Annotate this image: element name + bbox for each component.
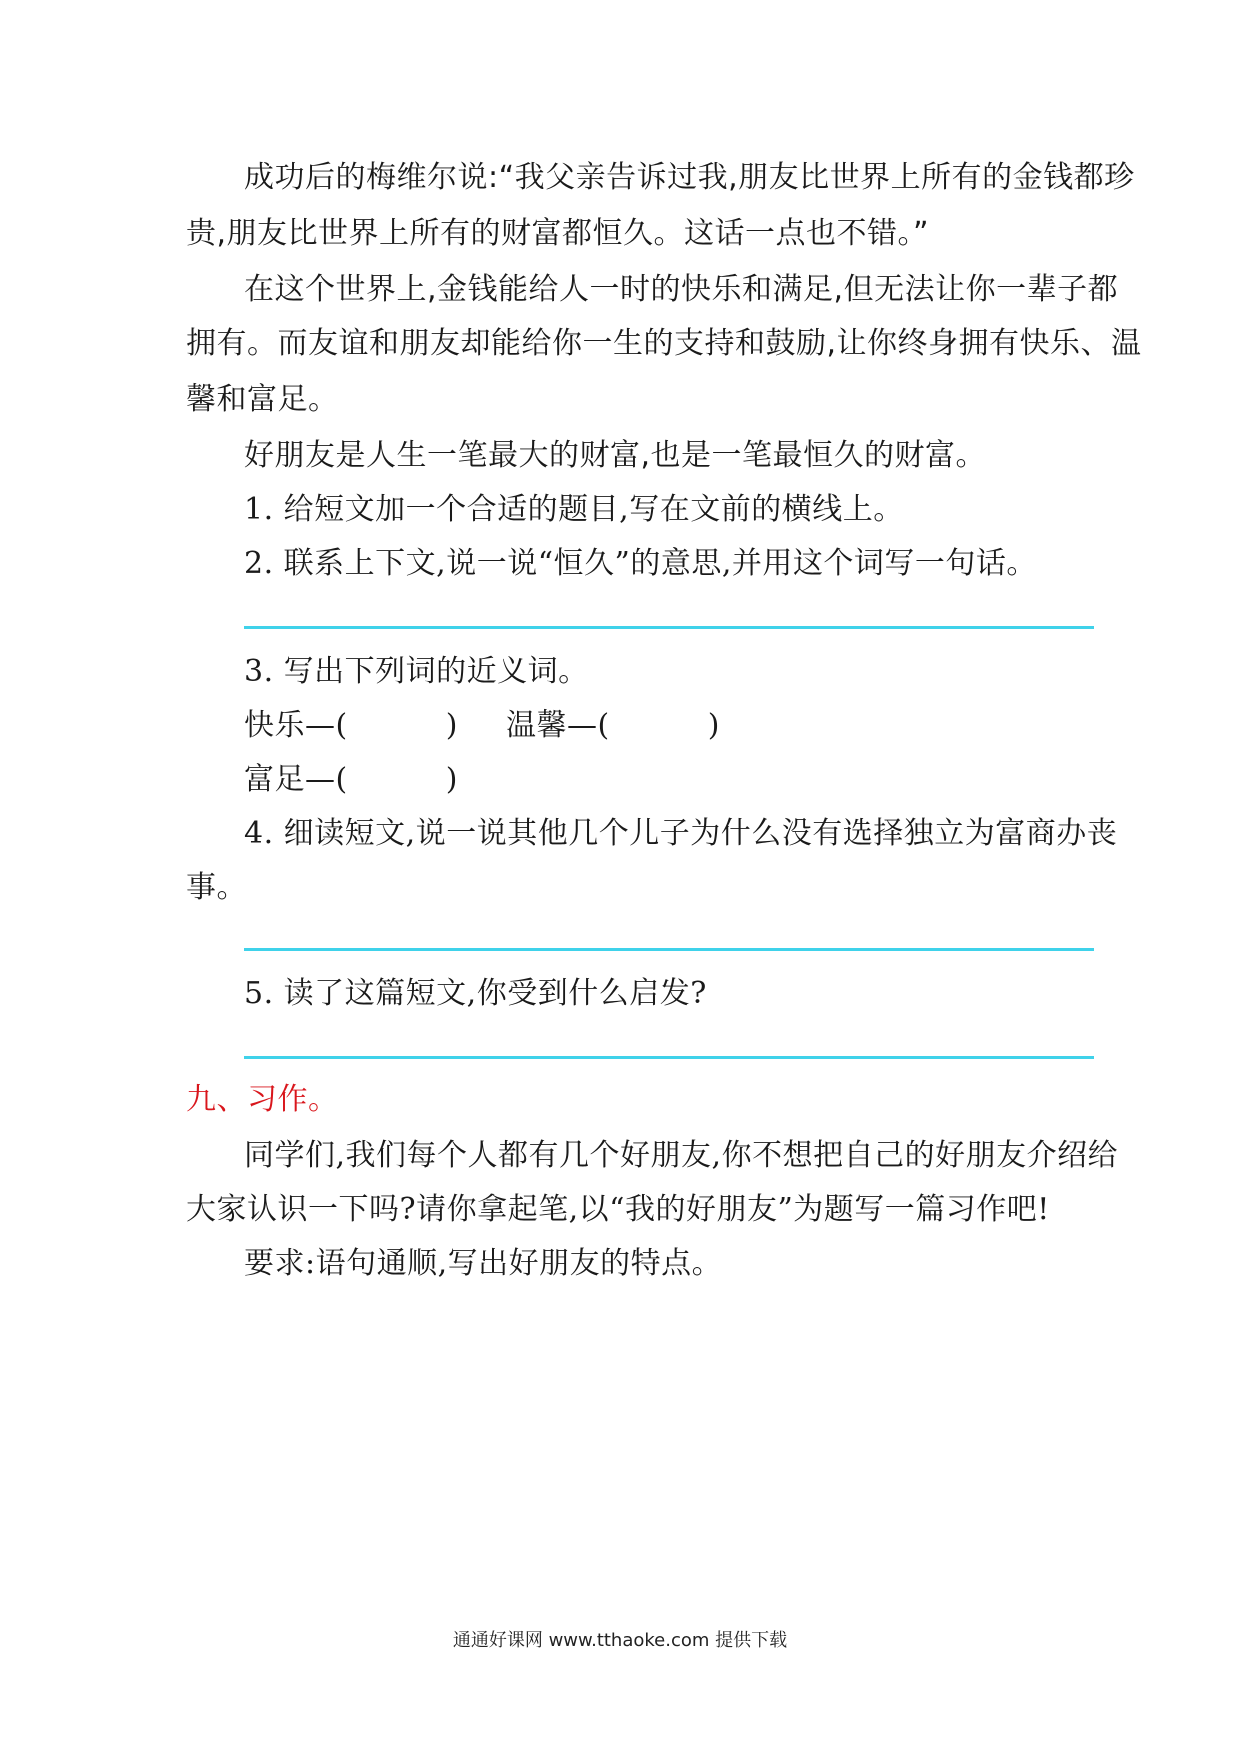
passage-line: 贵,朋友比世界上所有的财富都恒久。这话一点也不错。” [186, 216, 930, 251]
question-4-cont: 事。 [186, 870, 247, 905]
passage-line: 在这个世界上,金钱能给人一时的快乐和满足,但无法让你一辈子都 [244, 272, 1119, 307]
synonym-item [244, 760, 458, 800]
passage-line: 成功后的梅维尔说:“我父亲告诉过我,朋友比世界上所有的金钱都珍 [244, 160, 1135, 195]
question-1: 1. 给短文加一个合适的题目,写在文前的横线上。 [244, 492, 904, 527]
question-3: 3. 写出下列词的近义词。 [244, 654, 589, 689]
synonym-word: 富足—( [244, 762, 348, 797]
synonym-word: 快乐—( [244, 708, 348, 743]
essay-prompt-line: 同学们,我们每个人都有几个好朋友,你不想把自己的好朋友介绍给 [244, 1138, 1119, 1173]
question-2: 2. 联系上下文,说一说“恒久”的意思,并用这个词写一句话。 [244, 546, 1037, 581]
question-4: 4. 细读短文,说一说其他几个儿子为什么没有选择独立为富商办丧 [244, 816, 1118, 851]
answer-line[interactable] [244, 626, 1094, 629]
synonym-item [244, 706, 458, 746]
passage-line: 拥有。而友谊和朋友却能给你一生的支持和鼓励,让你终身拥有快乐、温 [186, 326, 1142, 361]
essay-requirement: 要求:语句通顺,写出好朋友的特点。 [244, 1246, 723, 1281]
footer-credit: 通通好课网 www.tthaoke.com 提供下载 [452, 1630, 788, 1651]
passage-line: 馨和富足。 [186, 382, 339, 417]
close-paren: ) [445, 762, 458, 797]
synonym-word: 温馨—( [506, 708, 610, 743]
passage-line: 好朋友是人生一笔最大的财富,也是一笔最恒久的财富。 [244, 438, 987, 473]
close-paren: ) [445, 708, 458, 743]
answer-line[interactable] [244, 948, 1094, 951]
question-5: 5. 读了这篇短文,你受到什么启发? [244, 976, 707, 1011]
section-heading: 九、习作。 [186, 1082, 339, 1117]
answer-line[interactable] [244, 1056, 1094, 1059]
synonym-item [506, 706, 720, 746]
essay-prompt-line: 大家认识一下吗?请你拿起笔,以“我的好朋友”为题写一篇习作吧! [186, 1192, 1050, 1227]
close-paren: ) [707, 708, 720, 743]
